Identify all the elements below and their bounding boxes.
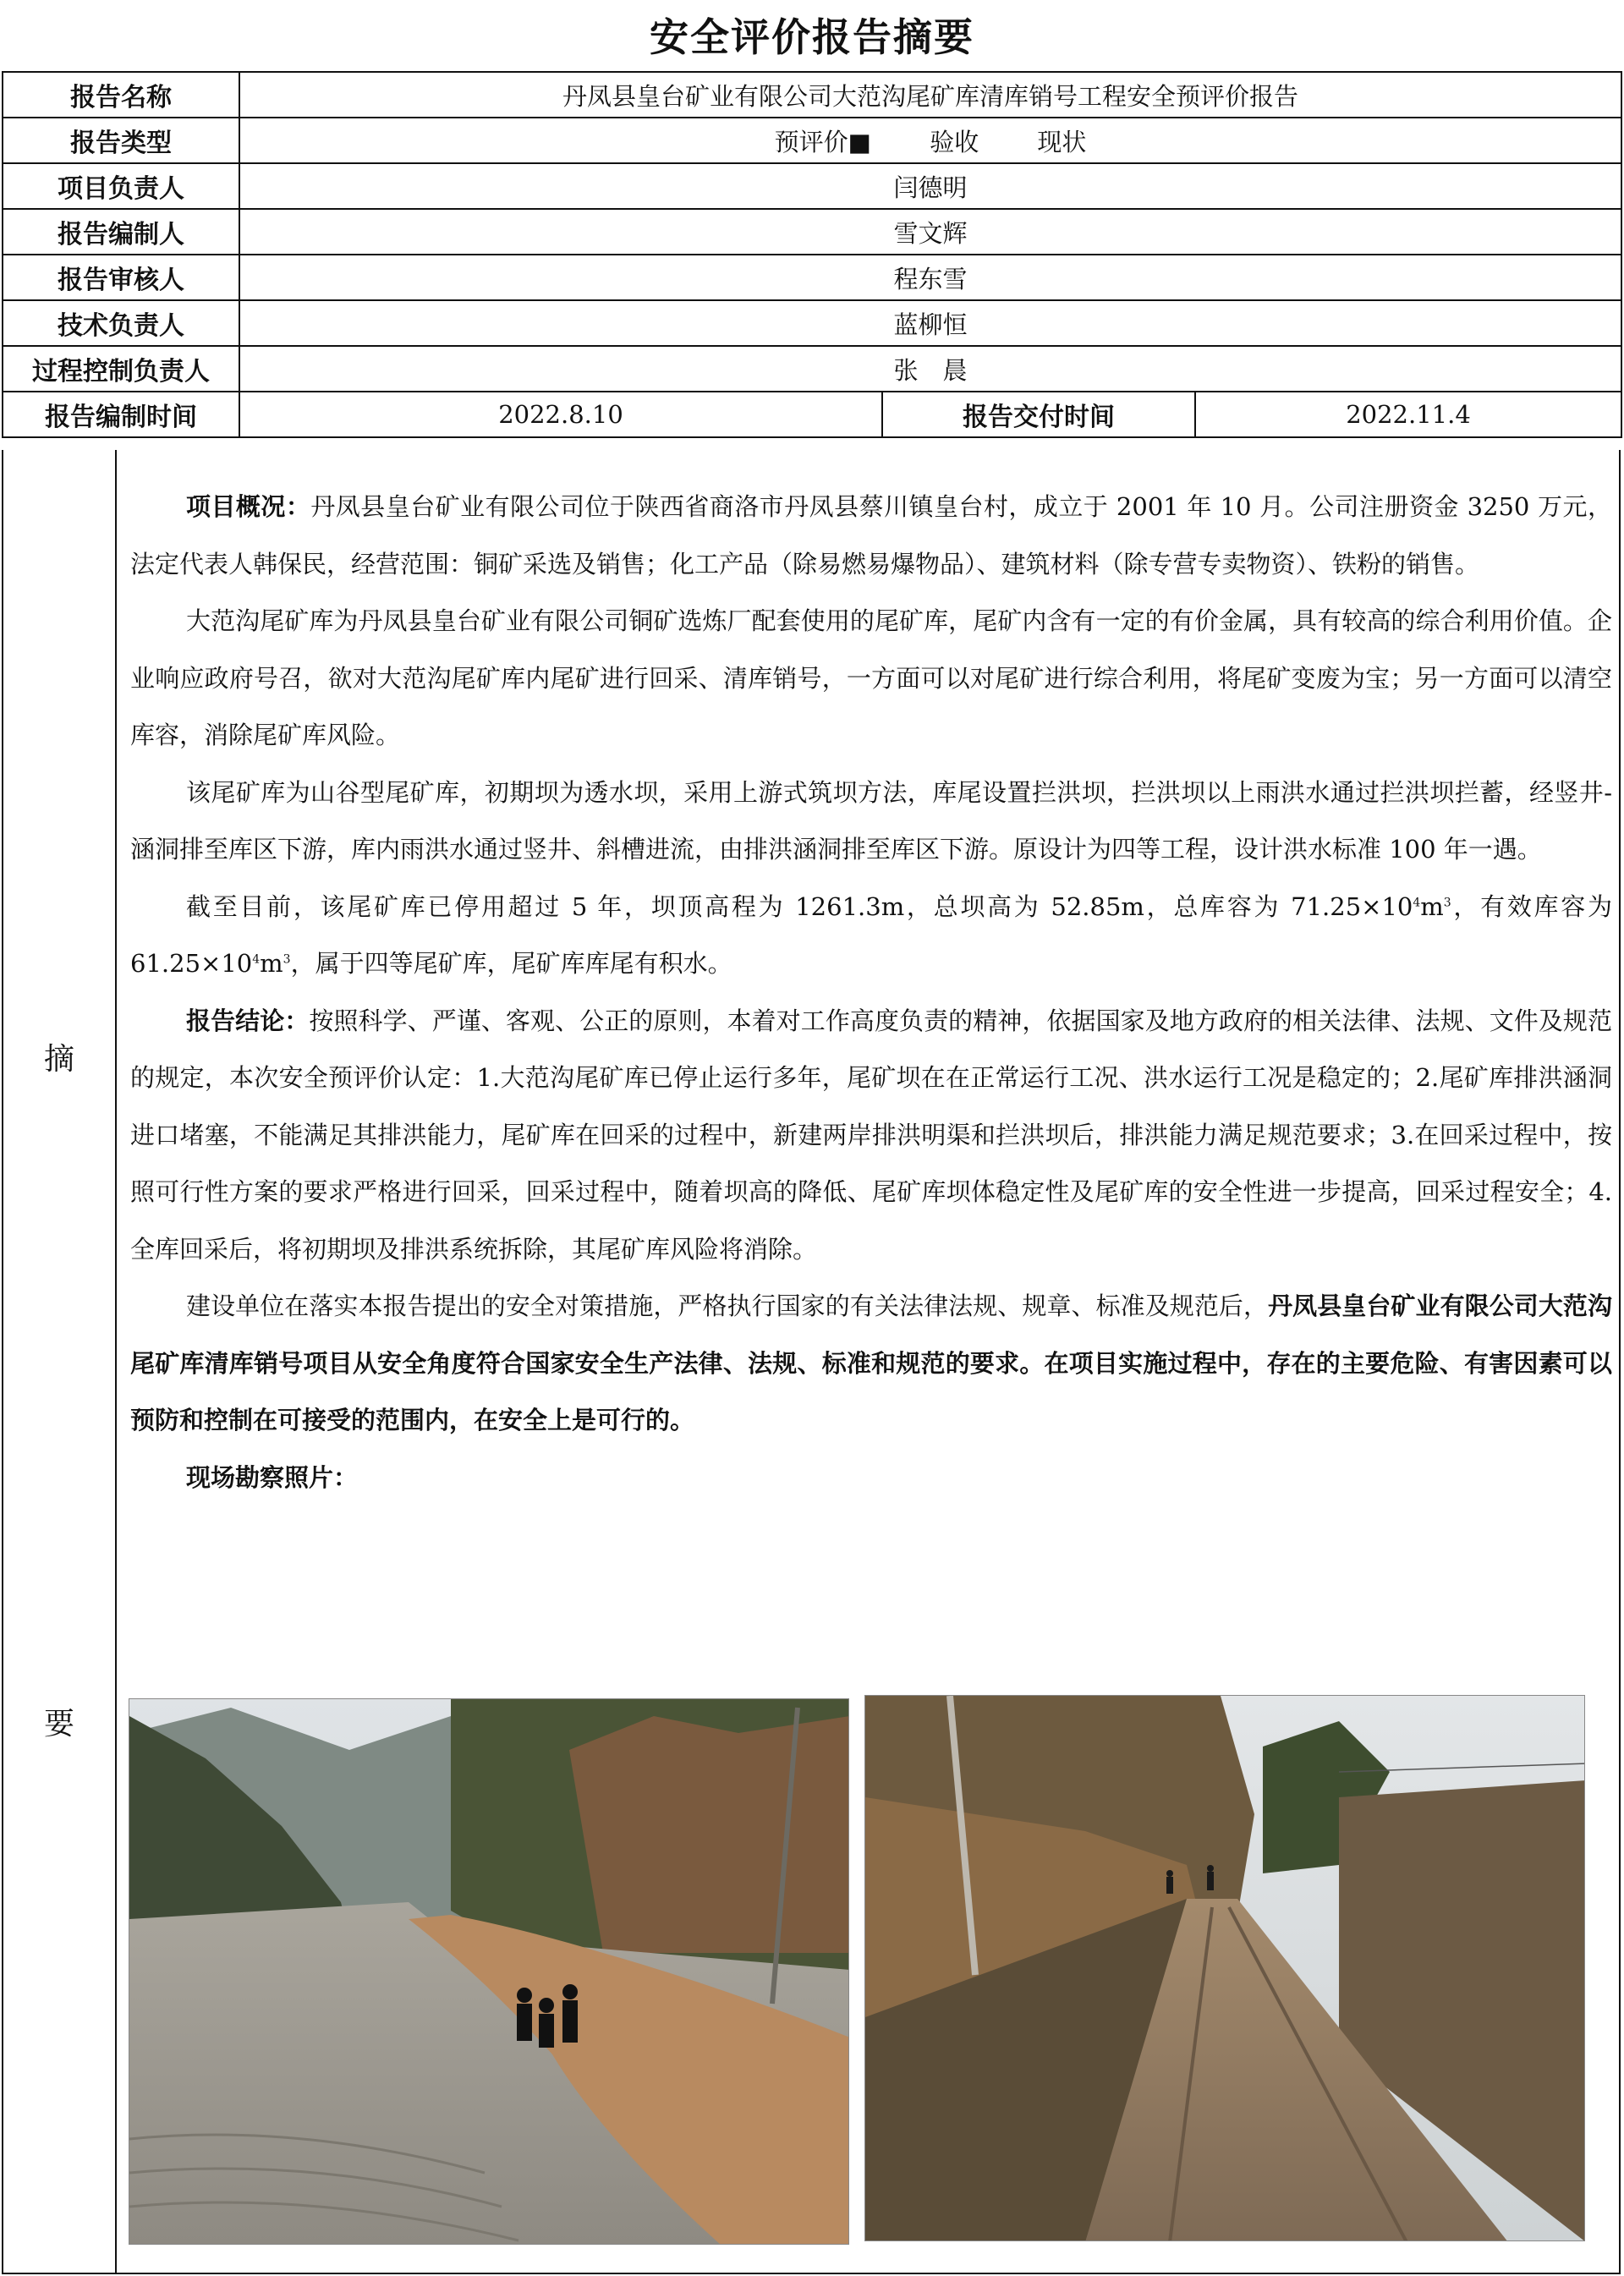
paragraph-final — [130, 1278, 1612, 1450]
overview-heading: 项目概况： — [186, 492, 311, 521]
value-deliver-date: 2022.11.4 — [1195, 392, 1621, 437]
value-process-control-leader: 张 晨 — [239, 346, 1621, 392]
side-char-yao: 要 — [43, 1707, 74, 1741]
row-technical-leader — [3, 300, 1621, 346]
row-report-reviewer — [3, 255, 1621, 300]
status-text-b: ，有效库容为 61.25×10 — [130, 891, 1612, 978]
value-technical-leader: 蓝柳恒 — [239, 300, 1621, 346]
exp-4a: 4 — [1413, 895, 1421, 909]
label-report-type: 报告类型 — [3, 118, 239, 163]
overview-text: 丹凤县皇台矿业有限公司位于陕西省商洛市丹凤县蔡川镇皇台村，成立于 2001 年 10 月。公司注册资金 3250 万元，法定代表人韩保民，经营范围：铜矿采选及销售；化工产品（除易燃易爆物品）、建筑材料（除专营专卖物资）、铁粉的销售。 — [130, 492, 1612, 579]
status-text-a: 截至目前，该尾矿库已停用超过 5 年，坝顶高程为 1261.3m，总坝高为 52.85m，总库容为 71.25×10 — [186, 891, 1413, 921]
photos-heading: 现场勘察照片： — [186, 1462, 359, 1492]
row-report-author — [3, 209, 1621, 255]
conclusion-heading: 报告结论： — [186, 1006, 310, 1035]
exp-4b: 4 — [252, 952, 261, 967]
value-project-leader: 闫德明 — [239, 163, 1621, 209]
type-acceptance: 验收 — [930, 127, 979, 156]
page-title: 安全评价报告摘要 — [650, 14, 974, 60]
site-photo-road — [864, 1695, 1585, 2241]
summary-side-label — [3, 450, 117, 2273]
type-pre-evaluation: 预评价■ — [774, 127, 871, 156]
exp-3a: 3 — [1443, 895, 1451, 909]
paragraph-overview — [130, 479, 1612, 593]
site-photo-tailings — [129, 1698, 849, 2245]
value-report-reviewer: 程东雪 — [239, 255, 1621, 300]
row-report-name — [3, 72, 1621, 118]
label-deliver-date: 报告交付时间 — [882, 392, 1195, 437]
status-text-c: ，属于四等尾矿库，尾矿库库尾有积水。 — [290, 949, 732, 978]
summary-section — [2, 450, 1621, 2274]
row-dates — [3, 392, 1621, 437]
value-report-author: 雪文辉 — [239, 209, 1621, 255]
paragraph-conclusion — [130, 993, 1612, 1279]
report-info-table — [2, 71, 1622, 438]
type-status: 现状 — [1037, 127, 1087, 156]
paragraph-status — [130, 879, 1612, 993]
summary-text — [130, 479, 1612, 1506]
value-report-type — [239, 118, 1621, 163]
value-report-name: 丹凤县皇台矿业有限公司大范沟尾矿库清库销号工程安全预评价报告 — [239, 72, 1621, 118]
row-process-control-leader — [3, 346, 1621, 392]
final-text: 建设单位在落实本报告提出的安全对策措施，严格执行国家的有关法律法规、规章、标准及规范后， — [186, 1292, 1269, 1320]
label-technical-leader: 技术负责人 — [3, 300, 239, 346]
label-project-leader: 项目负责人 — [3, 163, 239, 209]
label-compile-date: 报告编制时间 — [3, 392, 239, 437]
unit-m-a: m — [1420, 891, 1444, 921]
row-project-leader — [3, 163, 1621, 209]
label-process-control-leader: 过程控制负责人 — [3, 346, 239, 392]
row-report-type — [3, 118, 1621, 163]
unit-m-b: m — [260, 949, 283, 978]
value-compile-date: 2022.8.10 — [239, 392, 882, 437]
paragraph-background: 大范沟尾矿库为丹凤县皇台矿业有限公司铜矿选炼厂配套使用的尾矿库，尾矿内含有一定的有价金属，具有较高的综合利用价值。企业响应政府号召，欲对大范沟尾矿库内尾矿进行回采、清库销号，一方面可以对尾矿进行综合利用，将尾矿变废为宝；另一方面可以清空库容，消除尾矿库风险。 — [130, 606, 1612, 749]
label-report-author: 报告编制人 — [3, 209, 239, 255]
label-report-name: 报告名称 — [3, 72, 239, 118]
final-bold-text: 丹凤县皇台矿业有限公司大范沟尾矿库清库销号项目从安全角度符合国家安全生产法律、法规、标准和规范的要求。在项目实施过程中，存在的主要危险、有害因素可以预防和控制在可接受的范围内，在安全上是可行的。 — [130, 1292, 1612, 1434]
exp-3b: 3 — [283, 952, 291, 967]
side-char-zhai: 摘 — [43, 1042, 74, 1077]
conclusion-text: 按照科学、严谨、客观、公正的原则，本着对工作高度负责的精神，依据国家及地方政府的相关法律、法规、文件及规范的规定，本次安全预评价认定：1.大范沟尾矿库已停止运行多年，尾矿坝在在正常运行工况、洪水运行工况是稳定的；2.尾矿库排洪涵洞进口堵塞，不能满足其排洪能力，尾矿库在回采的过程中，新建两岸排洪明渠和拦洪坝后，排洪能力满足规范要求；3.在回采过程中，按照可行性方案的要求严格进行回采，回采过程中，随着坝高的降低、尾矿库坝体稳定性及尾矿库的安全性进一步提高，回采过程安全；4.全库回采后，将初期坝及排洪系统拆除，其尾矿库风险将消除。 — [130, 1006, 1612, 1264]
paragraph-design: 该尾矿库为山谷型尾矿库，初期坝为透水坝，采用上游式筑坝方法，库尾设置拦洪坝，拦洪坝以上雨洪水通过拦洪坝拦蓄，经竖井-涵洞排至库区下游，库内雨洪水通过竖井、斜槽进流，由排洪涵洞排至库区下游。原设计为四等工程，设计洪水标准 100 年一遇。 — [130, 777, 1612, 864]
label-report-reviewer: 报告审核人 — [3, 255, 239, 300]
